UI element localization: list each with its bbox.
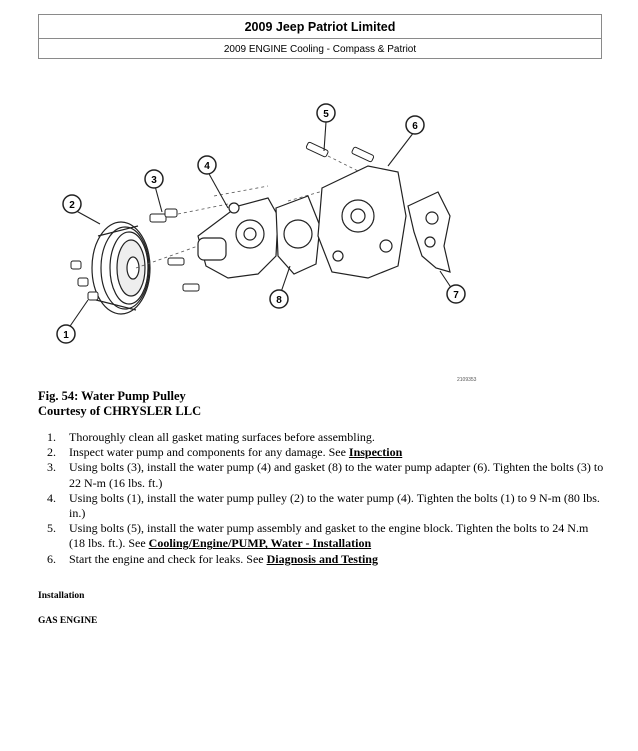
step-text: Using bolts (3), install the water pump (4) and gasket (8) to the water pump adapter (6). Tighten the bolts (3) to 22 N-m (16 lbs. ft.): [69, 460, 604, 490]
svg-text:8: 8: [276, 295, 282, 306]
step-number: 6.: [47, 551, 56, 566]
step-5: [44, 521, 604, 551]
callout-1: [57, 325, 75, 343]
water-pump-diagram: [38, 96, 488, 388]
adapter-gasket-drawing: [408, 192, 450, 272]
step-number: 3.: [47, 460, 56, 475]
callout-6: [406, 116, 424, 134]
step-4: [44, 491, 604, 521]
pump-installation-link[interactable]: Cooling/Engine/PUMP, Water - Installation: [148, 536, 372, 551]
svg-text:6: 6: [412, 121, 418, 132]
diagnosis-link[interactable]: Diagnosis and Testing: [266, 551, 378, 566]
callout-2: [63, 195, 81, 213]
figure-title: Fig. 54: Water Pump Pulley: [38, 389, 186, 403]
document-subtitle: 2009 ENGINE Cooling - Compass & Patriot: [223, 43, 417, 55]
step-6: [44, 552, 604, 567]
water-pump-drawing: [198, 198, 278, 278]
section-gas-engine: GAS ENGINE: [38, 616, 98, 626]
gasket-drawing: [276, 196, 320, 274]
svg-text:5: 5: [323, 109, 329, 120]
svg-text:3: 3: [151, 175, 157, 186]
svg-text:1: 1: [63, 330, 69, 341]
svg-text:2: 2: [69, 200, 75, 211]
step-text: Thoroughly clean all gasket mating surfaces before assembling.: [69, 430, 375, 444]
procedure-steps: [44, 430, 604, 567]
figure-id: 2109353: [457, 377, 477, 383]
svg-text:4: 4: [204, 161, 210, 172]
step-number: 1.: [47, 430, 56, 444]
svg-text:7: 7: [453, 290, 459, 301]
step-3: [44, 460, 604, 490]
step-number: 5.: [47, 521, 56, 536]
step-text: Inspect water pump and components for any damage. See: [69, 445, 349, 460]
callout-8: [270, 290, 288, 308]
figure-credit: Courtesy of CHRYSLER LLC: [38, 404, 202, 418]
step-1: [44, 430, 604, 445]
inspection-link[interactable]: Inspection: [348, 445, 403, 460]
step-text: Start the engine and check for leaks. See: [69, 551, 267, 566]
figure-caption: [38, 389, 201, 419]
document-header: [38, 14, 602, 59]
water-pump-adapter-drawing: [318, 166, 406, 278]
pulley-drawing: [92, 222, 150, 314]
callout-7: [447, 285, 465, 303]
callout-3: [145, 170, 163, 188]
callout-5: [317, 104, 335, 122]
step-2: [44, 445, 604, 460]
callout-4: [198, 156, 216, 174]
step-number: 4.: [47, 490, 56, 505]
document-title: 2009 Jeep Patriot Limited: [39, 15, 601, 39]
step-number: 2.: [47, 445, 56, 460]
section-installation: Installation: [38, 591, 85, 601]
step-text: Using bolts (5), install the water pump assembly and gasket to the engine block. Tighten the bolts to 24 N.m (18 lbs. ft.). See: [69, 521, 589, 551]
step-text: Using bolts (1), install the water pump pulley (2) to the water pump (4). Tighten the bolts (1) to 9 N-m (80 lbs. in.): [69, 490, 600, 521]
